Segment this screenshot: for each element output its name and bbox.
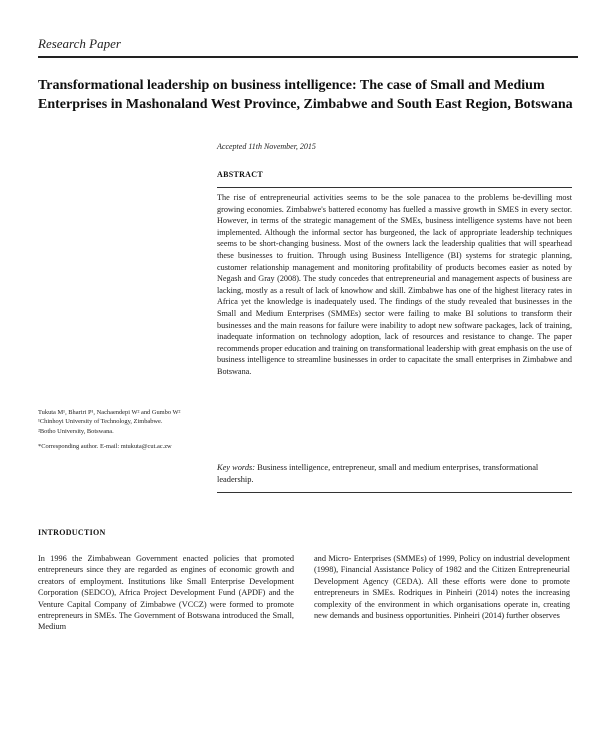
abstract-top-rule: [217, 187, 572, 188]
keywords-text: Business intelligence, entrepreneur, small and medium enterprises, transformational leadership.: [217, 463, 539, 484]
paper-type-label: Research Paper: [38, 36, 121, 51]
author-affiliation-1: ¹Chinhoyi University of Technology, Zimbabwe.: [38, 418, 163, 426]
introduction-left-column: In 1996 the Zimbabwean Government enacted policies that promoted entrepreneurs since they are regarded as engines of economic growth and creators of employment. Institutions like Small Enterprise Development Corporation (SEDCO), Africa Project Development Fund (APDF) and the Venture Capital Company of Zimbabwe (VCCZ) were formed to promote entrepreneurs in SMEs. The Government of Botswana introduced the Small, Medium: [38, 554, 294, 632]
author-info: [38, 408, 198, 452]
keywords: [217, 462, 572, 486]
author-affiliation-2: ²Botho University, Botswana.: [38, 427, 114, 435]
abstract-bottom-rule: [217, 492, 572, 493]
author-names: Tukuta M¹, Bhariri P¹, Nachaendepi W² and Gumbo W²: [38, 409, 181, 416]
introduction-heading: INTRODUCTION: [38, 528, 106, 537]
accepted-date: Accepted 11th November, 2015: [217, 142, 316, 151]
keywords-label: Key words:: [217, 463, 256, 472]
introduction-right-column: and Micro- Enterprises (SMMEs) of 1999, Policy on industrial development (1998), Financial Assistance Policy of 1982 and the Citizen Entrepreneurial Development Agency (CEDA). All these efforts were done to promote entrepreneurs in SMEs. Rodriques in Pinheiri (2014) notes the increasing complexity of the environment in which organisations operate in, creating new demands and business opportunities. Pinheiri (2014) further observes: [314, 554, 570, 621]
header-rule: [38, 56, 578, 58]
paper-title: Transformational leadership on business intelligence: The case of Small and Medium Enterprises in Mashonaland West Province, Zimbabwe and South East Region, Botswana: [38, 78, 573, 112]
abstract-heading: ABSTRACT: [217, 170, 263, 179]
corresponding-author: *Corresponding author. E-mail: mtukuta@cut.ac.zw: [38, 443, 172, 451]
abstract-body: The rise of entrepreneurial activities seems to be the sole panacea to the problems be-devilling most growing economies. Zimbabwe's battered economy has fuelled a massive growth in SMES in every sector. However, in terms of the strategic management of the SMEs, business intelligence systems have not been implemented. Although the informal sector has burgeoned, the lack of appropriate leadership techniques seems to be short-changing business. Most of the owners lack the leadership qualities that will spearhead these businesses to fruition. Through using Business Intelligence (BI) systems for strategic planning, customer relationship management and monitoring profitability of products becomes easier as noted by Negash and Gray (2008). The study concedes that entrepreneurial and management aspects of business are lacking, mostly as a result of lack of knowhow and skill. Zimbabwe has one of the highest literacy rates in Africa yet the knowledge is inadequately used. The findings of the study revealed that businesses in the Small and Medium Enterprises (SMMEs) sector were failing to make BI solutions to transform their businesses and the main reasons for failure were inability to adopt new software packages, lack of training, inadequate information on technology adoption, lack of resources and resistance to change. The paper recommends proper education and training on transformational leadership with great emphasis on the use of business intelligence to streamline businesses in order to capacitate the small enterprises in Zimbabwe and Botswana.: [217, 193, 572, 376]
